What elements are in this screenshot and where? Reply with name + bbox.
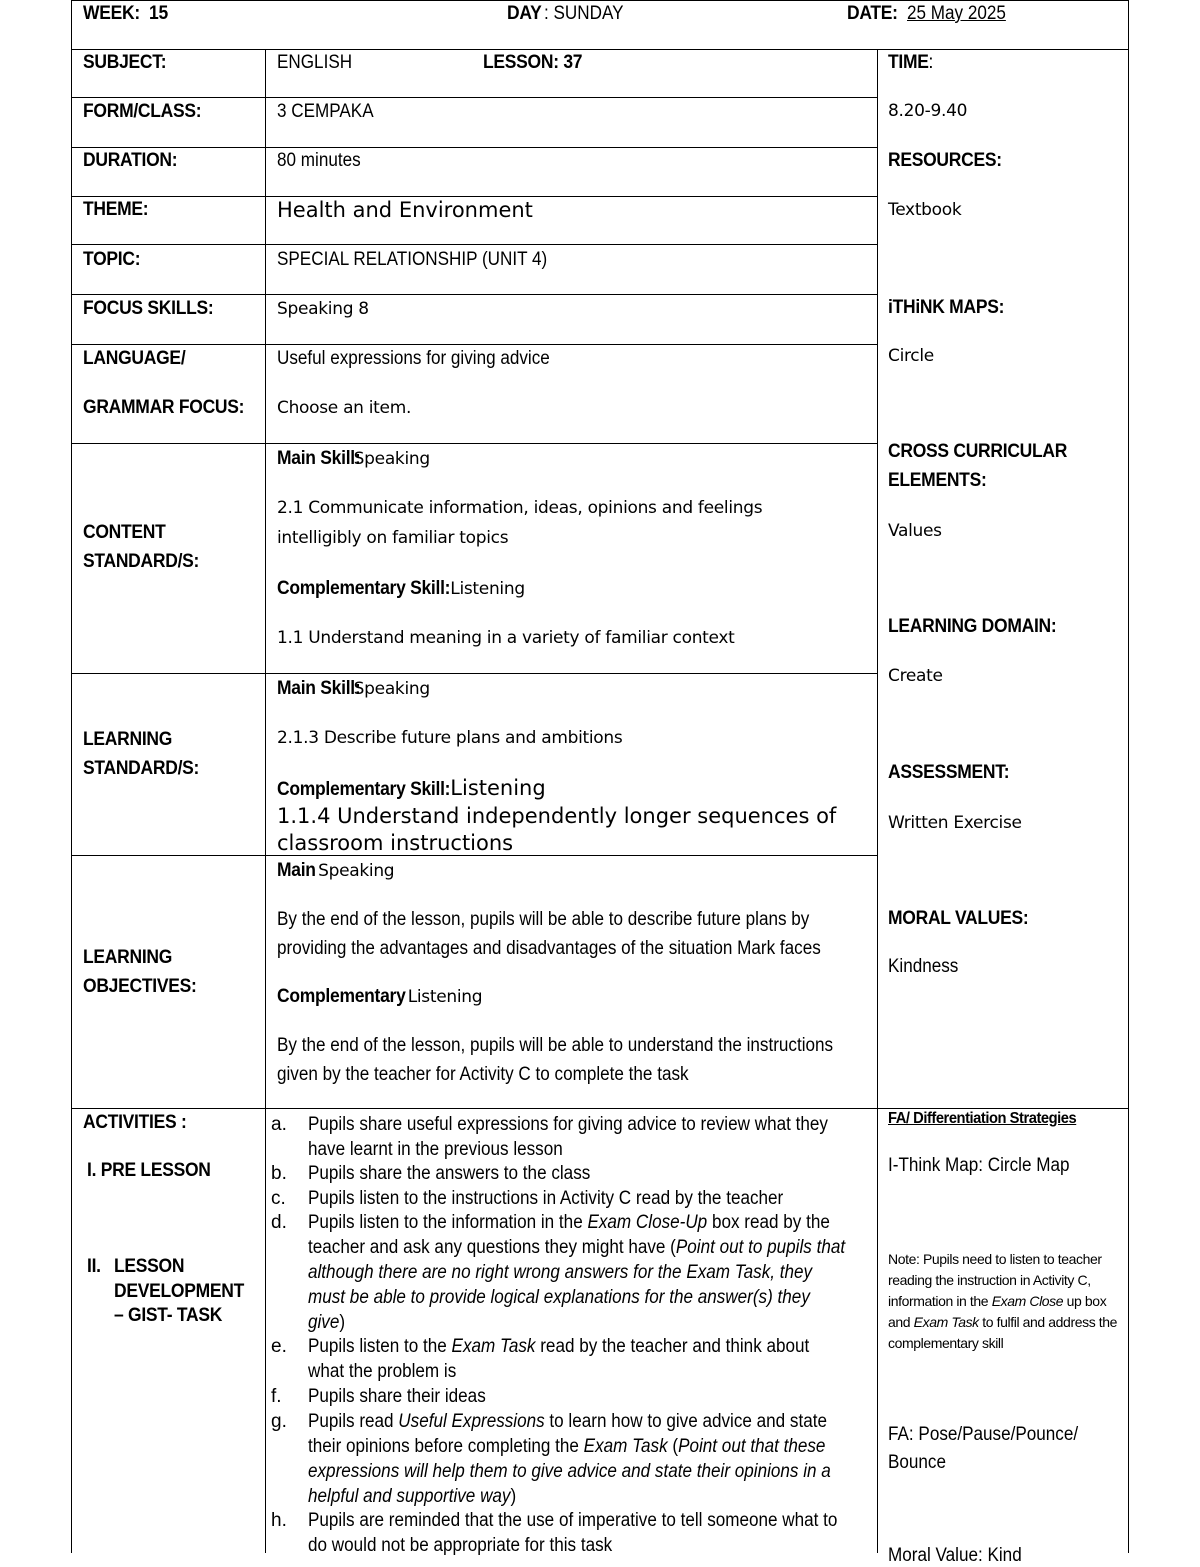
ithink-value: Circle: [888, 346, 934, 366]
moral-values-value: Kindness: [888, 956, 959, 977]
time-field: [888, 52, 937, 74]
lo-comp: [277, 986, 491, 1008]
grammar-focus-value: Choose an item.: [277, 398, 412, 418]
main-value: Speaking: [318, 861, 395, 881]
subject-label: SUBJECT:: [83, 52, 167, 73]
lesson-development-label-3: – GIST- TASK: [114, 1305, 223, 1326]
language-label: LANGUAGE/: [83, 348, 186, 369]
fa-title: FA/ Differentiation Strategies: [888, 1110, 1077, 1127]
table-border-right: [1128, 0, 1129, 1553]
duration-label: DURATION:: [83, 150, 178, 171]
day-value: : SUNDAY: [544, 3, 624, 24]
content-standard-label: CONTENT: [83, 522, 166, 543]
pre-lesson-label: I. PRE LESSON: [87, 1160, 211, 1181]
assessment-value: Written Exercise: [888, 813, 1022, 833]
learning-objectives-label-2: OBJECTIVES:: [83, 976, 197, 997]
ithink-label: iTHiNK MAPS:: [888, 297, 1005, 318]
time-value: 8.20-9.40: [888, 101, 968, 121]
main-skill-value: Speaking: [353, 449, 430, 469]
date-field: [847, 3, 1016, 25]
focus-skills-value: Speaking 8: [277, 299, 369, 319]
table-border-left: [71, 0, 72, 1553]
content-standard-label-2: STANDARD/S:: [83, 551, 200, 572]
column-divider-label: [265, 49, 266, 1553]
learning-standard-label: LEARNING: [83, 729, 173, 750]
lo-main: [277, 860, 395, 882]
lo-comp-text: By the end of the lesson, pupils will be able to understand the instructions: [277, 1035, 834, 1056]
grammar-focus-label: GRAMMAR FOCUS:: [83, 397, 245, 418]
fa-note: Note: Pupils need to listen to teacher reading the instruction in Activity C, information in the Exam Close up box and Exam Task to fulfil and address the complementary skill: [888, 1251, 1118, 1351]
comp-skill-label: Complementary Skill:: [277, 779, 451, 800]
content-comp-skill: [277, 578, 540, 600]
row-divider: [71, 244, 878, 245]
time-colon: :: [928, 52, 934, 73]
week-value: 15: [149, 3, 168, 24]
topic-value: SPECIAL RELATIONSHIP (UNIT 4): [277, 249, 548, 270]
day-field: [507, 3, 633, 25]
assessment-label: ASSESSMENT:: [888, 762, 1010, 783]
fa-pose-pause: FA: Pose/Pause/Pounce/: [888, 1424, 1079, 1445]
dev-number: II.: [87, 1256, 101, 1277]
activities-label: ACTIVITIES :: [83, 1112, 187, 1133]
learning-objectives-label: LEARNING: [83, 947, 173, 968]
lesson-development-label: LESSON: [114, 1256, 185, 1277]
row-divider: [71, 196, 878, 197]
row-divider: [71, 97, 878, 98]
fa-ithink-map: I-Think Map: Circle Map: [888, 1155, 1070, 1176]
learning-domain-label: LEARNING DOMAIN:: [888, 616, 1057, 637]
comp-skill-value: Listening: [450, 579, 525, 599]
cross-curricular-value: Values: [888, 521, 942, 541]
comp-value: Listening: [407, 987, 483, 1007]
subject-value: ENGLISH: [277, 52, 353, 73]
main-skill-value: Speaking: [353, 679, 430, 699]
day-label: DAY: [507, 3, 542, 24]
ls-comp-text-2: classroom instructions: [277, 831, 514, 855]
lesson-development-label-2: DEVELOPMENT: [114, 1281, 245, 1302]
lo-main-text-2: providing the advantages and disadvantages of the situation Mark faces: [277, 938, 821, 959]
cross-curricular-label: CROSS CURRICULAR: [888, 441, 1068, 462]
main-label: Main: [277, 860, 316, 881]
form-value: 3 CEMPAKA: [277, 101, 374, 122]
fa-moral-value: Moral Value: Kind: [888, 1545, 1022, 1566]
duration-value: 80 minutes: [277, 150, 361, 171]
row-divider: [71, 855, 878, 856]
learning-domain-value: Create: [888, 666, 943, 686]
comp-skill-label: Complementary Skill:: [277, 578, 451, 599]
learning-standard-label-2: STANDARD/S:: [83, 758, 200, 779]
comp-label: Complementary: [277, 986, 406, 1007]
form-label: FORM/CLASS:: [83, 101, 202, 122]
content-main-text: 2.1 Communicate information, ideas, opinions and feelings: [277, 498, 763, 518]
ls-main-skill: [277, 678, 444, 700]
content-comp-text: 1.1 Understand meaning in a variety of familiar context: [277, 628, 735, 648]
row-divider: [71, 673, 878, 674]
ls-main-text: 2.1.3 Describe future plans and ambitions: [277, 728, 623, 748]
ls-comp-text: 1.1.4 Understand independently longer sequences of: [277, 804, 837, 828]
lo-comp-text-2: given by the teacher for Activity C to complete the task: [277, 1064, 689, 1085]
fa-bounce: Bounce: [888, 1452, 947, 1473]
date-label: DATE:: [847, 3, 898, 24]
theme-label: THEME:: [83, 199, 149, 220]
row-divider: [71, 443, 878, 444]
language-value: Useful expressions for giving advice: [277, 348, 550, 369]
week-label: WEEK: 15: [83, 3, 168, 24]
lesson-plan-page: WEEK: 15 DAY : SUNDAY DATE: 25 May 2025 SUBJECT: FORM/CLASS: DURATION: THEME: TOPIC: FOCUS SKILLS: LANGUAGE/ GRAMMAR FOCUS: CONTENT STANDARD/S: LEARNING STANDARD/S: LEARNING OBJECTIVES: ENGLISH LESSON: 37 3 CEMPAKA 80 minutes Health and Environment SPECIAL RELATIONSHIP (UNIT 4) Speaking 8 Useful expressions for giving advice Choose an item. Main Skill:Speaking 2.1 Communicate information, ideas, opinions and feelings intelligibly on familiar topics Complementary Skill:Listening 1.1 Understand meaning in a variety of familiar context Main Skill:Speaking 2.1.3 Describe future plans and ambitions Complementary Skill:Listening 1.1.4 Understand independently longer sequences of classroom instructions Main Speaking By the end of the lesson, pupils will be able to describe future plans by providing the advantages and disadvantages of the situation Mark faces Complementary Listening By the end of the lesson, pupils will be able to understand the instructions given by the teacher for Activity C to complete the task TIME: 8.20-9.40 RESOURCES: Textbook iTHiNK MAPS: Circle CROSS CURRICULAR ELEMENTS: Values LEARNING DOMAIN: Create ASSESSMENT: Written Exercise MORAL VALUES: Kindness ACTIVITIES : I. PRE LESSON II. LESSON DEVELOPMENT – GIST- TASK a. Pupils share useful expressions for giving advice to review what they have learnt in the previous lesson b. Pupils share the answers to the class c. Pupils listen to the instructions in Activity C read by the teacher d. Pupils listen to the information in the Exam Close-Up box read by the teacher and ask any questions they might have (Point out to pupils that although there are no right wrong answers for the Exam Task, they must be able to provide logical explanations for the answer(s) they give) e. Pupils listen to the Exam Task read by the teacher and think about what the problem is f. Pupils share their ideas g. Pupils read Useful Expressions to learn how to give advice and state their opinions before completing the Exam Task (Point out that these expressions will help them to give advice and state their opinions in a helpful and supportive way) h. Pupils are reminded that the use of imperative to tell someone what to do would not be appropriate for this task FA/ Differentiation Strategies I-Think Map: Circle Map Note: Pupils need to listen to teacher reading the instruction in Activity C, information in the Exam Close up box and Exam Task to fulfil and address the complementary skill FA: Pose/Pause/Pounce/ Bounce Moral Value: Kind: [71, 0, 1129, 1553]
focus-skills-label: FOCUS SKILLS:: [83, 298, 214, 319]
main-skill-label: Main Skill:: [277, 678, 361, 699]
resources-value: Textbook: [888, 200, 962, 220]
ls-comp-skill: [277, 776, 561, 801]
row-divider: [71, 294, 878, 295]
row-divider: [71, 1108, 1129, 1109]
comp-skill-value: Listening: [450, 776, 546, 800]
time-label: TIME: [888, 52, 929, 73]
row-divider: [71, 344, 878, 345]
moral-values-label: MORAL VALUES:: [888, 908, 1029, 929]
row-divider: [71, 147, 878, 148]
row-divider: [71, 49, 1129, 50]
topic-label: TOPIC:: [83, 249, 141, 270]
content-main-skill: [277, 448, 444, 470]
date-value: 25 May 2025: [906, 3, 1006, 24]
main-skill-label: Main Skill:: [277, 448, 361, 469]
resources-label: RESOURCES:: [888, 150, 1002, 171]
table-border-top: [71, 0, 1129, 1]
theme-value: Health and Environment: [277, 198, 533, 222]
lo-main-text: By the end of the lesson, pupils will be able to describe future plans by: [277, 909, 810, 930]
cross-curricular-label-2: ELEMENTS:: [888, 470, 987, 491]
lesson-label: LESSON: 37: [483, 52, 583, 73]
content-main-text-2: intelligibly on familiar topics: [277, 528, 509, 548]
